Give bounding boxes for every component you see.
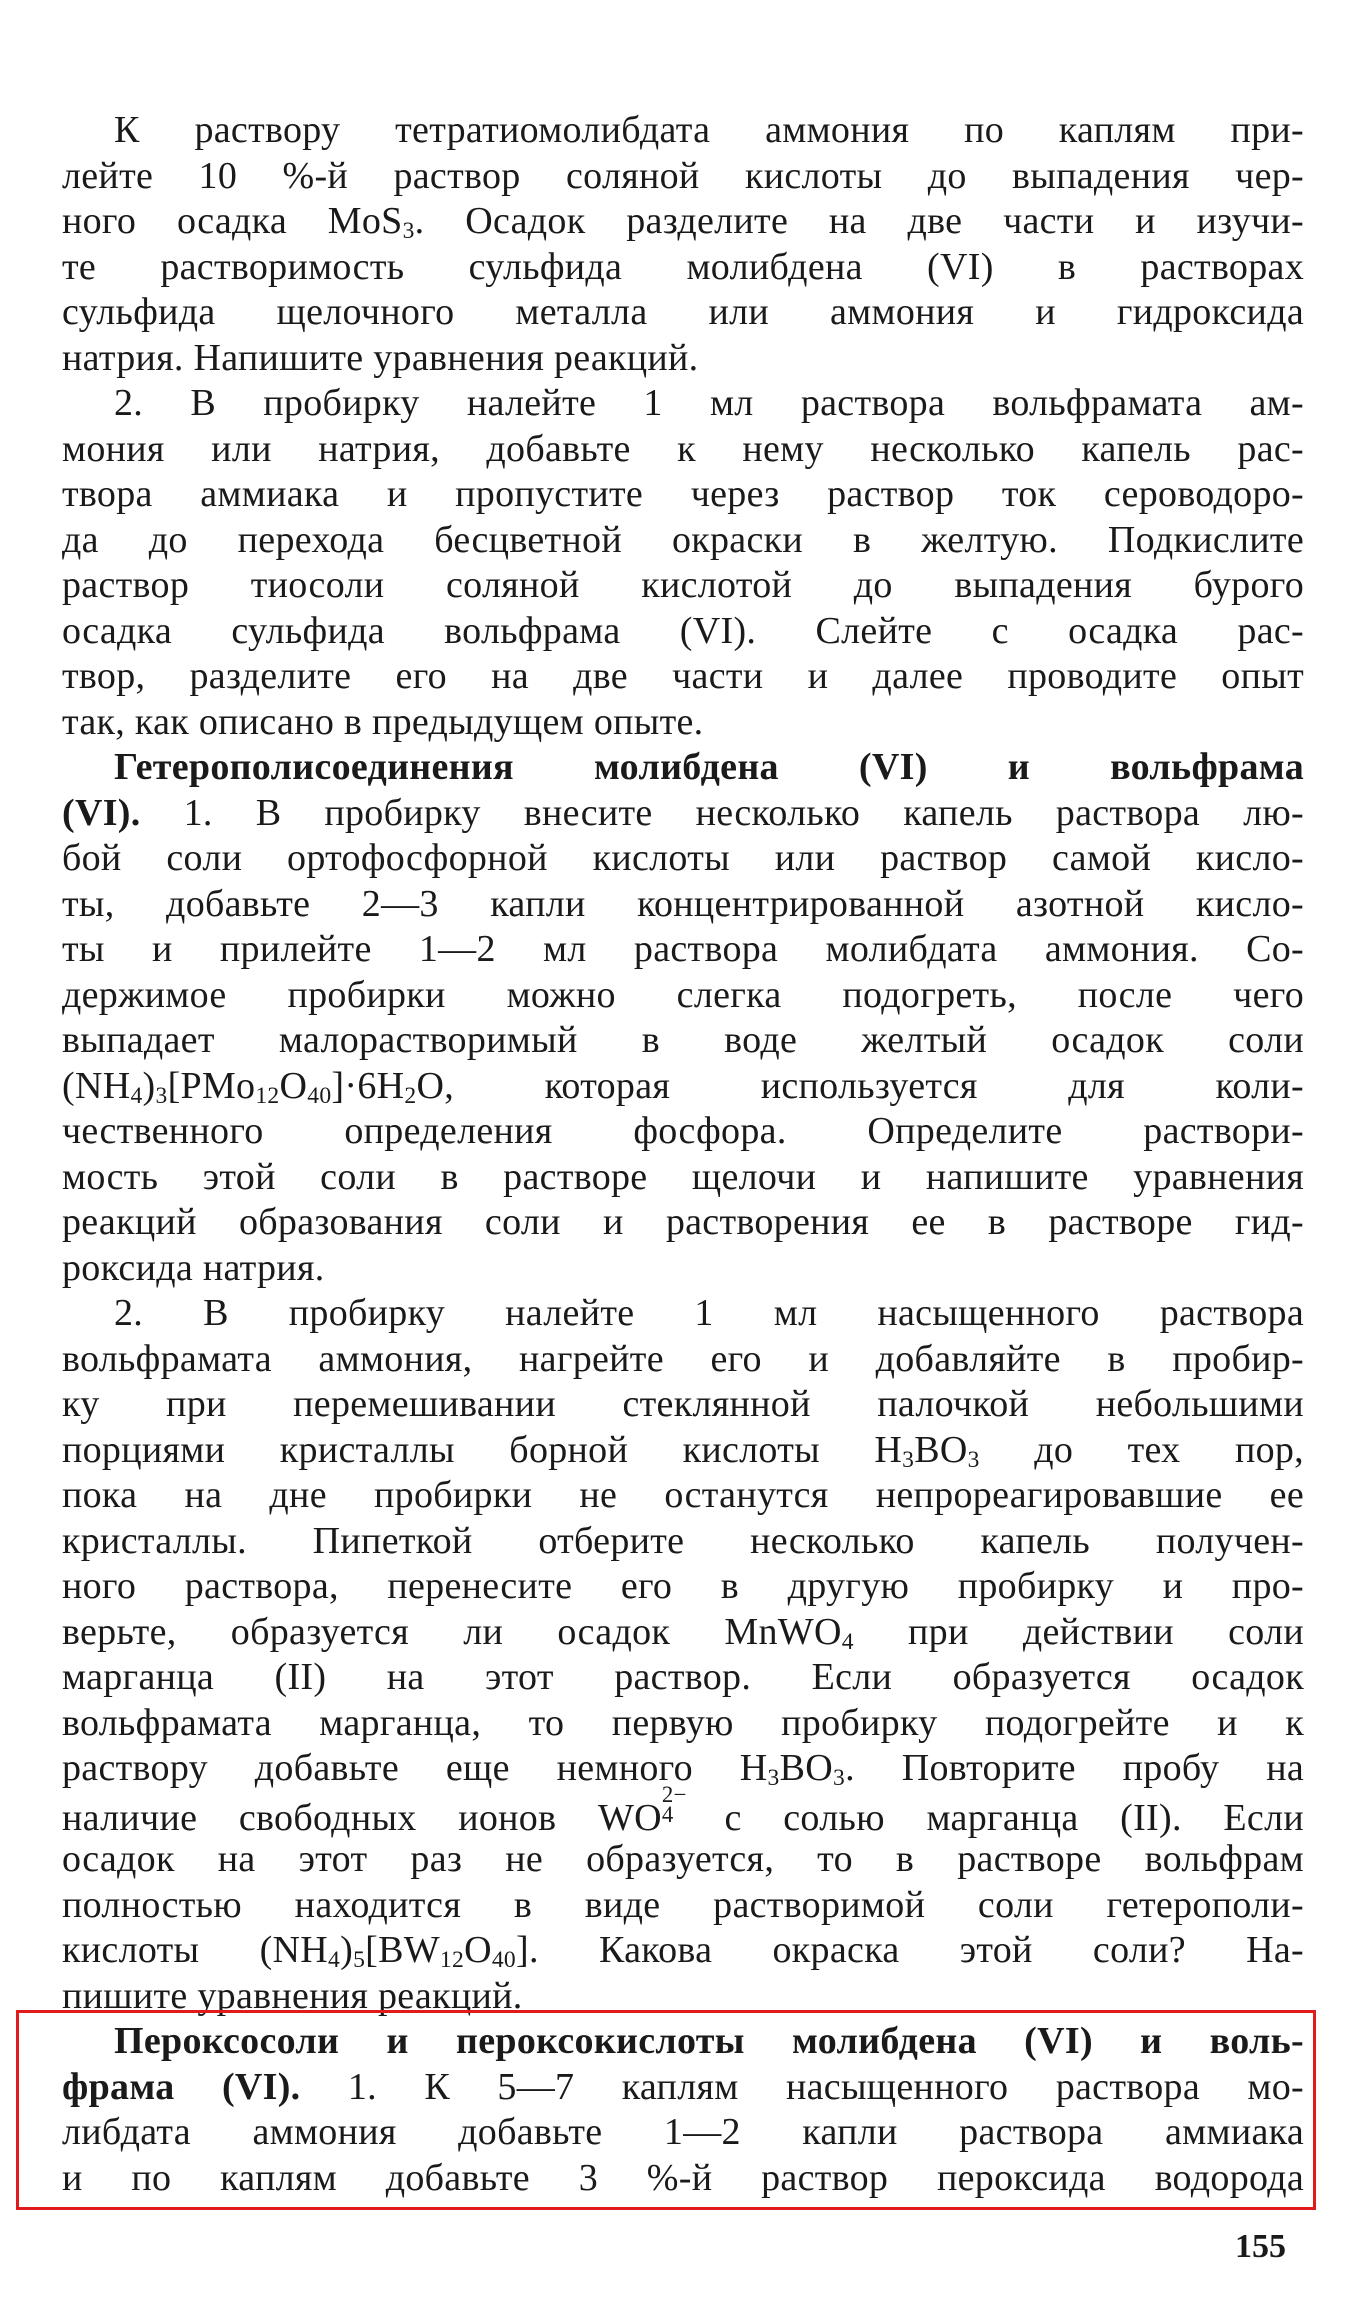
text-line: мость этой соли в растворе щелочи и напишите уравнения [62, 1155, 1304, 1198]
text-line: порциями кристаллы борной кислоты $H_3BO_3$ до тех пор, [62, 1428, 1304, 1473]
text-line: реакций образования соли и растворения ее в растворе гид- [62, 1201, 1304, 1243]
text-line: 2. В пробирку налейте 1 мл раствора вольфрамата ам- [114, 382, 1304, 424]
section-heading-line: Гетерополисоединения молибдена (VI) и вольфрама [114, 746, 1304, 788]
text-line: так, как описано в предыдущем опыте. [62, 700, 704, 743]
text-line: чественного определения фосфора. Определите раствори- [62, 1110, 1304, 1152]
text-line: твор, разделите его на две части и далее проводите опыт [62, 655, 1304, 697]
text-line: фрама (VI). 1. К 5—7 каплям насыщенного раствора мо- [62, 2065, 1304, 2108]
highlight-rectangle [16, 2010, 1316, 2210]
text-line: осадок на этот раз не образуется, то в растворе вольфрам [62, 1838, 1304, 1880]
text-line: полностью находится в виде растворимой соли гетерополи- [62, 1883, 1304, 1926]
body-text [62, 108, 1304, 2201]
text-line: кристаллы. Пипеткой отберите несколько капель получен- [62, 1519, 1304, 1562]
text-line: раствору добавьте еще немного $H_3BO_3$. Повторите пробу на [62, 1747, 1305, 1792]
text-line: К раствору тетратиомолибдата аммония по каплям при- [114, 109, 1304, 151]
text-line: либдата аммония добавьте 1—2 капли раствора аммиака [62, 2111, 1304, 2153]
text-line: натрия. Напишите уравнения реакций. [62, 336, 699, 379]
text-line: раствор тиосоли соляной кислотой до выпадения бурого [62, 564, 1304, 606]
text-line: и по каплям добавьте 3 %-й раствор пероксида водорода [62, 2156, 1304, 2199]
text-line: мония или натрия, добавьте к нему несколько капель рас- [62, 427, 1304, 470]
text-line: лейте 10 %-й раствор соляной кислоты до выпадения чер- [62, 154, 1304, 197]
text-line: да до перехода бесцветной окраски в желтую. Подкислите [62, 518, 1304, 561]
text-line: вольфрамата марганца, то первую пробирку подогрейте и к [62, 1701, 1304, 1744]
text-line: наличие свободных ионов WO 2− 4 с солью марганца (II). Если [62, 1781, 1304, 1839]
formula-phosphomolybdate: $(NH_4)_3[PMo_{12}O_{40}]\cdot 6H_2O$ [62, 1064, 445, 1109]
text-line: ты, добавьте 2—3 капли концентрированной азотной кисло- [62, 882, 1304, 925]
text-line: роксида натрия. [62, 1246, 325, 1289]
text-line: ты и прилейте 1—2 мл раствора молибдата аммония. Со- [62, 928, 1304, 970]
text-line: кислоты $(NH_4)_5[BW_{12}O_{40}]$. Какова окраска этой соли? На- [62, 1929, 1304, 1974]
text-line: ного осадка MoS$_3$. Осадок разделите на две части и изучи- [62, 200, 1304, 245]
text-line: пока на дне пробирки не останутся непрореагировавшие ее [62, 1474, 1304, 1516]
text-line: держимое пробирки можно слегка подогреть, после чего [62, 973, 1304, 1016]
section-heading-line: Пероксосоли и пероксокислоты молибдена (VI) и воль- [114, 2020, 1304, 2062]
text-line: сульфида щелочного металла или аммония и гидроксида [62, 291, 1304, 333]
text-line: бой соли ортофосфорной кислоты или раствор самой кисло- [62, 837, 1304, 879]
page-number: 155 [1235, 2228, 1286, 2265]
text-line: ку при перемешивании стеклянной палочкой небольшими [62, 1383, 1304, 1425]
text-line: 2. В пробирку налейте 1 мл насыщенного раствора [114, 1292, 1304, 1334]
text-line: ного раствора, перенесите его в другую пробирку и про- [62, 1565, 1304, 1607]
text-line: $(NH_4)_3[PMo_{12}O_{40}]\cdot 6H_2O$, которая используется для коли- [62, 1064, 1304, 1109]
text-line: марганца (II) на этот раствор. Если образуется осадок [62, 1656, 1304, 1698]
text-line: те растворимость сульфида молибдена (VI) в растворах [62, 245, 1304, 288]
text-line: выпадает малорастворимый в воде желтый осадок соли [62, 1019, 1304, 1061]
text-line: пишите уравнения реакций. [62, 1974, 523, 2017]
text-line: осадка сульфида вольфрама (VI). Слейте с осадка рас- [62, 609, 1304, 652]
text-line: верьте, образуется ли осадок MnWO$_4$ при действии соли [62, 1610, 1305, 1655]
ion-charge: 2− 4 [661, 1781, 687, 1828]
text-line: (VI). 1. В пробирку внесите несколько капель раствора лю- [62, 791, 1304, 834]
text-line: твора аммиака и пропустите через раствор ток сероводоро- [62, 473, 1304, 515]
text-line: вольфрамата аммония, нагрейте его и добавляйте в пробир- [62, 1337, 1304, 1380]
